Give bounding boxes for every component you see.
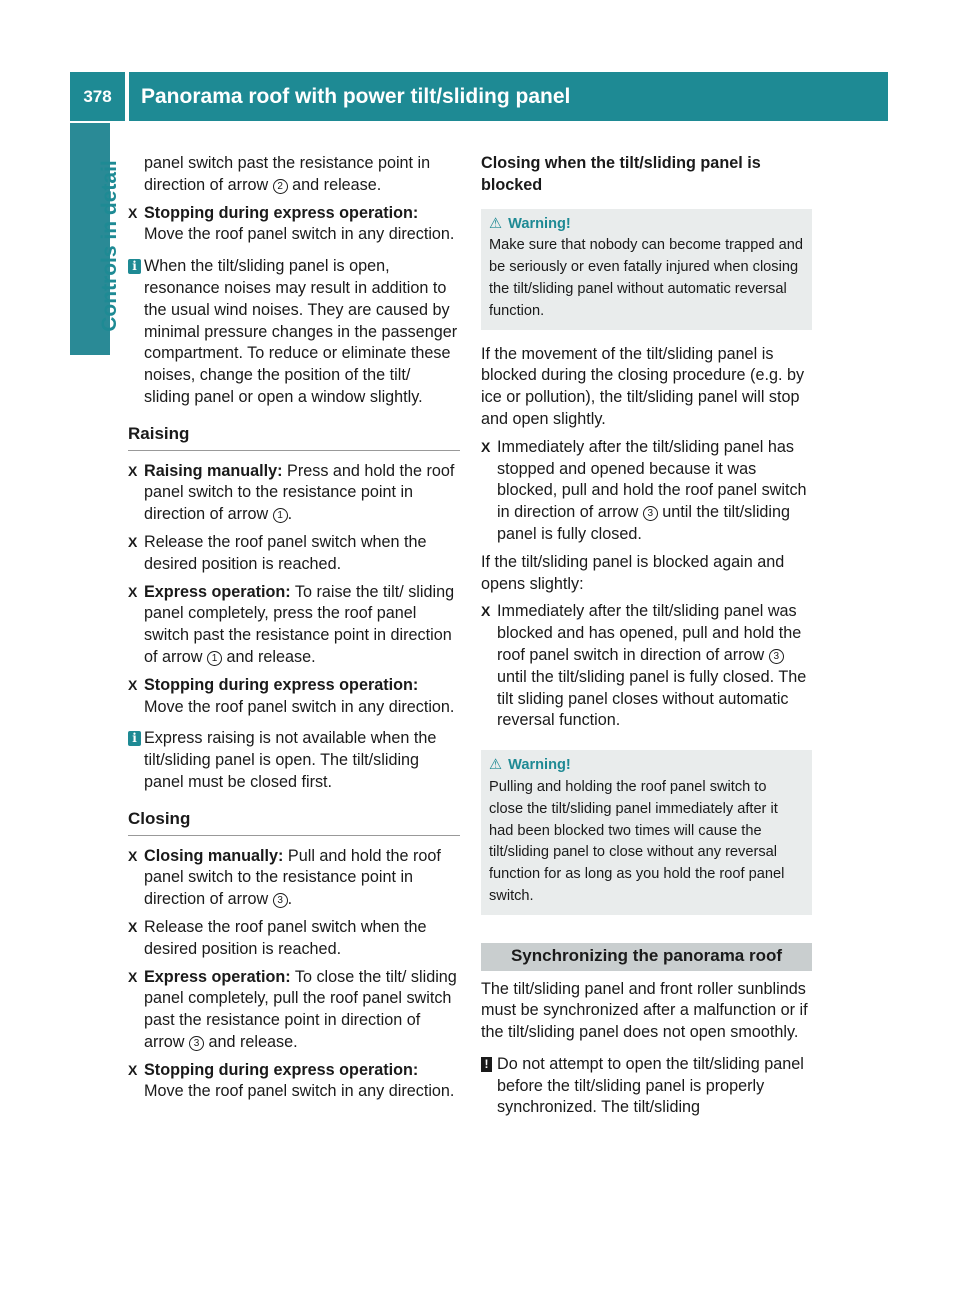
step-stop-express [128,675,460,719]
info-icon: i [128,731,141,746]
warning-triangle-icon: ⚠ [489,215,503,232]
arrow-number-badge: 3 [769,649,784,664]
step-text: panel switch past the resistance point in direction of arrow [144,154,431,194]
step-label: Express operation: [144,582,291,601]
step-arrow-icon: X [128,847,138,864]
step-text-end: until the tilt/sliding panel is fully closed. The tilt sliding panel closes without automatic reversal function. [497,667,807,730]
info-note [128,728,460,793]
step-label: Closing manually: [144,846,284,865]
continued-step [144,153,460,197]
warning-text: Pulling and holding the roof panel switch to close the tilt/sliding panel immediately after it had been blocked two times will cause the tilt/sliding panel to close without any reversal function for as long as you hold the roof panel switch. [489,778,785,904]
step-stop-express [128,203,460,247]
right-column [481,153,812,1129]
subheading-blocked: Closing when the tilt/sliding panel is blocked [481,154,761,194]
step-text: Release the roof panel switch when the desired position is reached. [144,532,427,573]
note-text: Express raising is not available when the tilt/sliding panel is open. The tilt/sliding panel must be closed first. [144,729,437,791]
step-arrow-icon: X [128,1061,138,1078]
step-text-end: and release. [226,647,316,666]
warning-text: Make sure that nobody can become trapped and be seriously or even fatally injured when closing the tilt/sliding panel without automatic reversal function. [489,237,803,319]
page-number: 378 [70,72,125,121]
exclamation-icon: ! [481,1057,492,1072]
step-text: Pull and hold the roof panel switch to the resistance point in direction of arrow [144,846,441,909]
arrow-number-badge: 1 [207,651,222,666]
warning-box [481,750,812,915]
step-raising-manually [128,461,460,526]
step-text-end: . [287,505,293,524]
side-label-text: Controls in detail [98,160,122,332]
step-express-close [128,967,460,1054]
step-text: Release the roof panel switch when the desired position is reached. [144,917,427,958]
step-arrow-icon: X [128,204,138,221]
info-icon: i [128,259,141,274]
step-text-end: until the tilt/sliding panel is fully closed. [497,503,791,543]
step-text-end: and release. [208,1032,298,1051]
section-heading-raising: Raising [128,423,460,451]
step-text: Press and hold the roof panel switch to the resistance point in direction of arrow [144,461,455,524]
step-label: Stopping during express operation: [144,675,419,694]
step-arrow-icon: X [481,438,491,455]
step-text: Immediately after the tilt/sliding panel was blocked and has opened, pull and hold the roof panel switch in direction of arrow [497,602,802,664]
step-pull-hold-again [481,601,812,732]
step-release-switch [128,917,460,961]
section-heading-synchronizing: Synchronizing the panorama roof [481,943,812,971]
step-arrow-icon: X [481,603,491,620]
step-pull-hold [481,437,812,546]
note-text: Do not attempt to open the tilt/sliding panel before the tilt/sliding panel is properly synchronized. The tilt/sliding [497,1054,804,1117]
step-closing-manually [128,846,460,911]
caution-note [481,1054,812,1119]
paragraph: If the movement of the tilt/sliding panel is blocked during the closing procedure (e.g. by ice or pollution), the tilt/sliding panel will stop and open slightly. [481,344,805,428]
step-arrow-icon: X [128,918,138,935]
warning-title: Warning! [508,215,571,232]
left-column [128,153,460,1109]
step-text: Immediately after the tilt/sliding panel has stopped and opened because it was blocked, pull and hold the roof panel switch in direction of arrow [497,437,807,522]
arrow-number-badge: 2 [273,179,288,194]
step-arrow-icon: X [128,968,138,985]
arrow-number-badge: 3 [189,1036,204,1051]
step-label: Stopping during express operation: [144,203,419,222]
step-text: Move the roof panel switch in any direction. [144,225,455,244]
step-text-end: and release. [292,175,382,194]
warning-box [481,209,812,330]
paragraph: The tilt/sliding panel and front roller sunblinds must be synchronized after a malfunction or if the tilt/sliding panel does not open smoothly. [481,979,808,1042]
step-text: To raise the tilt/ sliding panel completely, press the roof panel switch past the resistance point in direction of arrow [144,582,455,666]
section-heading-closing: Closing [128,808,460,836]
step-text-end: . [287,890,293,909]
warning-triangle-icon: ⚠ [489,757,503,774]
page-title: Panorama roof with power tilt/sliding panel [129,72,888,121]
step-text: Move the roof panel switch in any direction. [144,1082,455,1101]
step-arrow-icon: X [128,676,138,693]
step-text: Move the roof panel switch in any direction. [144,697,455,716]
step-arrow-icon: X [128,462,138,479]
step-arrow-icon: X [128,533,138,550]
step-label: Express operation: [144,967,291,986]
step-express-raise [128,582,460,669]
arrow-number-badge: 3 [643,506,658,521]
step-arrow-icon: X [128,583,138,600]
arrow-number-badge: 1 [273,508,288,523]
step-text: To close the tilt/ sliding panel completely, pull the roof panel switch past the resistance point in direction of arrow [144,967,457,1051]
info-note [128,256,460,409]
note-text: When the tilt/sliding panel is open, resonance noises may result in addition to the usual wind noises. They are caused by minimal pressure changes in the passenger compartment. To reduce or eliminate these noises, change the position of the tilt/ sliding panel or open a window slightly. [144,257,458,406]
step-label: Raising manually: [144,461,283,480]
arrow-number-badge: 3 [273,893,288,908]
step-release-switch [128,532,460,576]
warning-title: Warning! [508,757,571,774]
step-stop-express [128,1060,460,1104]
step-label: Stopping during express operation: [144,1060,419,1079]
paragraph: If the tilt/sliding panel is blocked again and opens slightly: [481,552,785,593]
